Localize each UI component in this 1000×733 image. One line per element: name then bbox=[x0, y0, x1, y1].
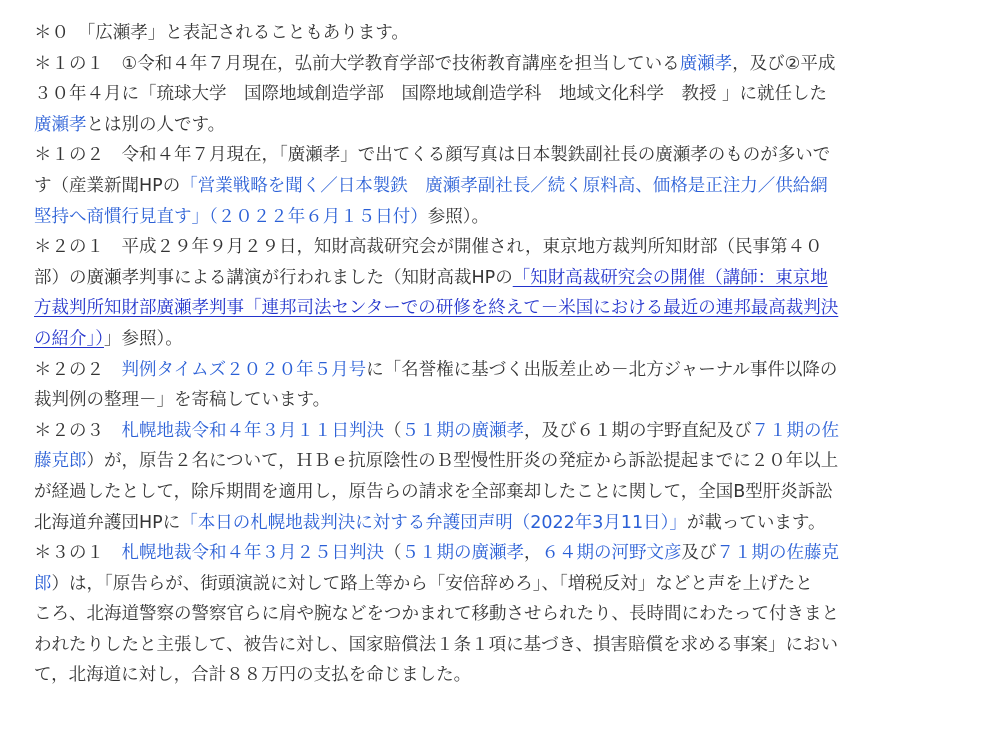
inline-link[interactable]: ５１期の廣瀬孝 bbox=[401, 420, 524, 441]
text-span: が経過したとして，除斥期間を適用し，原告らの請求を全部棄却したことに関して，全国B型肝炎訴訟 bbox=[34, 481, 833, 502]
inline-link[interactable]: 廣瀬孝 bbox=[679, 53, 733, 74]
text-line bbox=[34, 79, 1000, 110]
text-line bbox=[34, 171, 1000, 202]
text-line bbox=[34, 508, 1000, 539]
text-line bbox=[34, 416, 1000, 447]
text-span: ，及び６１期の宇野直紀及び bbox=[524, 420, 752, 441]
text-line bbox=[34, 385, 1000, 416]
text-span: 参照）。 bbox=[427, 206, 489, 227]
text-span: （ bbox=[384, 420, 402, 441]
text-span: とは別の人です。 bbox=[86, 114, 226, 135]
text-span: に「名誉権に基づく出版差止め－北方ジャーナル事件以降の bbox=[366, 359, 838, 380]
text-line bbox=[34, 660, 1000, 691]
text-span: 北海道弁護団HPに bbox=[34, 512, 181, 533]
text-span: ＊２の２ bbox=[34, 359, 122, 380]
text-span: 」参照）。 bbox=[104, 328, 183, 349]
text-line bbox=[34, 599, 1000, 630]
text-span: ，及び②平成 bbox=[732, 53, 836, 74]
text-span: ＊２の１ 平成２９年９月２９日，知財高裁研究会が開催され，東京地方裁判所知財部（民事第４０ bbox=[34, 237, 823, 258]
inline-link[interactable]: 郎 bbox=[34, 573, 52, 594]
text-span: 及び bbox=[681, 543, 717, 564]
text-span: われたりしたと主張して、被告に対し、国家賠償法１条１項に基づき、損害賠償を求める事案」におい bbox=[34, 634, 838, 655]
text-line bbox=[34, 355, 1000, 386]
inline-link[interactable]: 札幌地裁令和４年３月２５日判決 bbox=[121, 543, 384, 564]
text-span: （ bbox=[384, 543, 402, 564]
text-span: が載っています。 bbox=[686, 512, 826, 533]
inline-link[interactable]: ５１期の廣瀬孝 bbox=[401, 543, 524, 564]
text-span: て，北海道に対し，合計８８万円の支払を命じました。 bbox=[34, 665, 472, 686]
text-span: ３０年４月に「琉球大学 国際地域創造学部 国際地域創造学科 地域文化科学 教授 」に就任した bbox=[34, 84, 828, 105]
inline-link[interactable]: 廣瀬孝 bbox=[34, 114, 87, 135]
text-line bbox=[34, 446, 1000, 477]
text-span: ＊２の３ bbox=[34, 420, 122, 441]
text-span: す（産業新聞HPの bbox=[34, 175, 181, 196]
text-span: ころ、北海道警察の警察官らに肩や腕などをつかまれて移動させられたり、長時間にわたって付きまと bbox=[34, 604, 839, 625]
text-line bbox=[34, 18, 1000, 49]
inline-link[interactable]: 判例タイムズ２０２０年５月号 bbox=[121, 359, 367, 380]
text-span: ＊０ 「広瀬孝」と表記されることもあります。 bbox=[34, 23, 409, 43]
inline-link[interactable]: の紹介」） bbox=[34, 328, 104, 349]
inline-link[interactable]: 札幌地裁令和４年３月１１日判決 bbox=[121, 420, 384, 441]
inline-link[interactable]: ７１期の佐 bbox=[751, 420, 839, 441]
inline-link[interactable]: 堅持へ商慣行見直す」（２０２２年６月１５日付） bbox=[34, 206, 428, 227]
text-line bbox=[34, 263, 1000, 294]
text-span: 裁判例の整理－」を寄稿しています。 bbox=[34, 390, 331, 411]
inline-link[interactable]: ６４期の河野文彦 bbox=[541, 543, 682, 564]
text-line bbox=[34, 569, 1000, 600]
inline-link[interactable]: 藤克郎 bbox=[34, 451, 87, 472]
text-line bbox=[34, 538, 1000, 569]
inline-link[interactable]: 「本日の札幌地裁判決に対する弁護団声明（2022年3月11日）」 bbox=[180, 512, 687, 533]
text-span: ＊１の１ ①令和４年７月現在，弘前大学教育学部で技術教育講座を担当している bbox=[34, 53, 680, 74]
text-line bbox=[34, 232, 1000, 263]
text-line bbox=[34, 630, 1000, 661]
text-span: ）は，「原告らが、街頭演説に対して路上等から「安倍辞めろ」、「増税反対」などと声を上げたと bbox=[51, 573, 813, 594]
text-line bbox=[34, 202, 1000, 233]
text-span: ， bbox=[524, 543, 542, 564]
text-span: 部）の廣瀬孝判事による講演が行われました（知財高裁HPの bbox=[34, 267, 513, 288]
text-line bbox=[34, 110, 1000, 141]
text-span: ＊１の２ 令和４年７月現在，「廣瀬孝」で出てくる顔写真は日本製鉄副社長の廣瀬孝のものが多いで bbox=[34, 145, 831, 166]
text-line bbox=[34, 49, 1000, 80]
inline-link[interactable]: ７１期の佐藤克 bbox=[716, 543, 839, 564]
text-span: ＊３の１ bbox=[34, 543, 122, 564]
text-line bbox=[34, 324, 1000, 355]
text-span: ）が，原告２名について，ＨＢｅ抗原陰性のＢ型慢性肝炎の発症から訴訟提起までに２０年以上 bbox=[86, 451, 839, 472]
text-line bbox=[34, 293, 1000, 324]
inline-link[interactable]: 方裁判所知財部廣瀬孝判事「連邦司法センターでの研修を終えて－米国における最近の連邦最高裁判決 bbox=[34, 298, 839, 319]
text-line bbox=[34, 140, 1000, 171]
inline-link[interactable]: 「知財高裁研究会の開催（講師：東京地 bbox=[512, 267, 828, 288]
text-line bbox=[34, 477, 1000, 508]
inline-link[interactable]: 「営業戦略を聞く／日本製鉄 廣瀬孝副社長／続く原料高、価格是正注力／供給網 bbox=[180, 175, 828, 196]
